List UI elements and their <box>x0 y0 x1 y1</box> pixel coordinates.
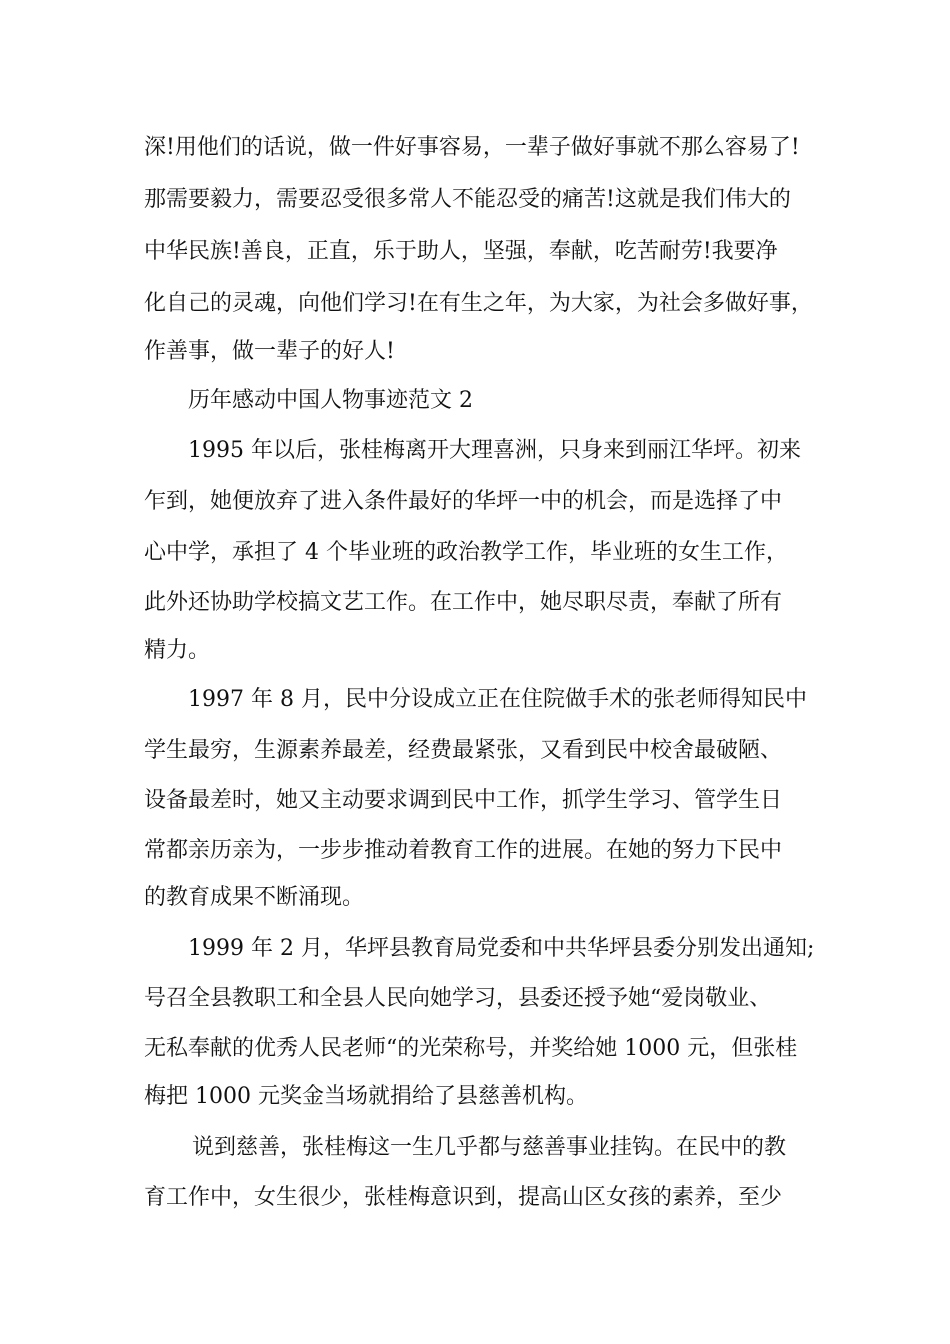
text-line: 此外还协助学校搞文艺工作。在工作中，她尽职尽责，奉献了所有 <box>144 590 783 615</box>
text-line: 1995 年以后，张桂梅离开大理喜洲，只身来到丽江华坪。初来 <box>188 438 801 463</box>
text-line: 学生最穷，生源素养最差，经费最紧张，又看到民中校舍最破陋、 <box>144 738 783 763</box>
text-line: 设备最差时，她又主动要求调到民中工作，抓学生学习、管学生日 <box>144 788 783 813</box>
text-line: 那需要毅力，需要忍受很多常人不能忍受的痛苦!这就是我们伟大的 <box>144 187 791 212</box>
text-line: 化自己的灵魂，向他们学习!在有生之年，为大家，为社会多做好事， <box>144 291 813 316</box>
text-line: 深!用他们的话说，做一件好事容易，一辈子做好事就不那么容易了! <box>144 135 800 160</box>
text-line: 1999 年 2 月，华坪县教育局党委和中共华坪县委分别发出通知; <box>188 936 815 961</box>
text-line: 精力。 <box>144 638 211 663</box>
text-line: 说到慈善，张桂梅这一生几乎都与慈善事业挂钩。在民中的教 <box>192 1135 787 1160</box>
text-line: 育工作中，女生很少，张桂梅意识到，提高山区女孩的素养，至少 <box>144 1185 783 1210</box>
text-line: 的教育成果不断涌现。 <box>144 885 365 910</box>
text-line: 心中学，承担了 4 个毕业班的政治教学工作，毕业班的女生工作， <box>144 540 788 565</box>
text-line: 1997 年 8 月，民中分设成立正在住院做手术的张老师得知民中 <box>188 687 807 712</box>
text-line: 常都亲历亲为，一步步推动着教育工作的进展。在她的努力下民中 <box>144 838 783 863</box>
text-line: 乍到，她便放弃了进入条件最好的华坪一中的机会，而是选择了中 <box>144 489 783 514</box>
text-line: 中华民族!善良，正直，乐于助人，坚强，奉献，吃苦耐劳!我要净 <box>144 239 778 264</box>
text-line: 作善事，做一辈子的好人! <box>144 339 395 364</box>
text-line: 无私奉献的优秀人民老师“的光荣称号，并奖给她 1000 元，但张桂 <box>144 1036 798 1061</box>
text-line: 号召全县教职工和全县人民向她学习，县委还授予她“爱岗敬业、 <box>144 986 772 1011</box>
section-heading: 历年感动中国人物事迹范文 2 <box>188 388 473 413</box>
text-line: 梅把 1000 元奖金当场就捐给了县慈善机构。 <box>144 1084 588 1109</box>
